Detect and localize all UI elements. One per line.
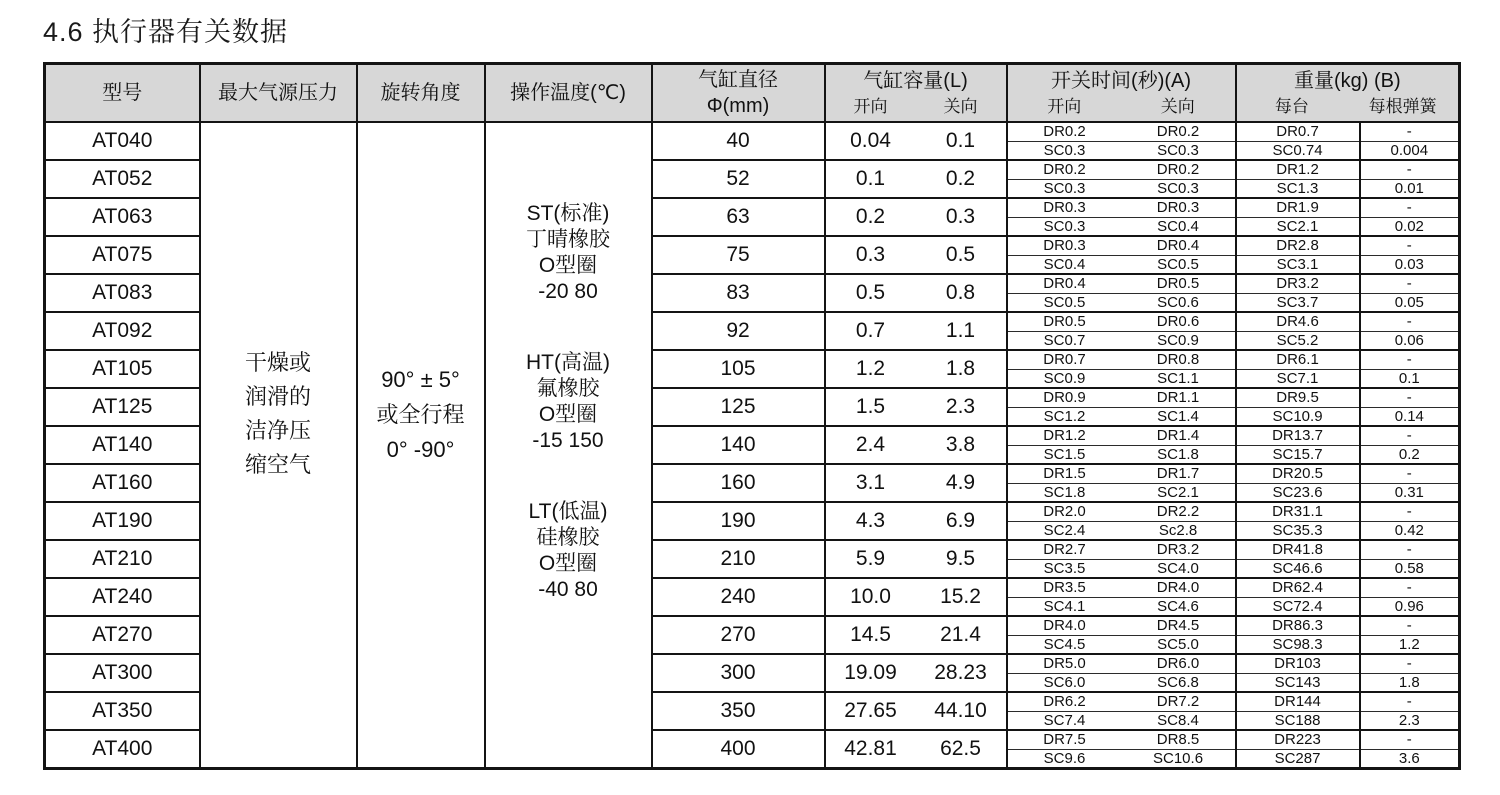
time-open-dr-cell: DR0.7: [1007, 350, 1122, 369]
pressure-line: 缩空气: [244, 451, 311, 477]
time-close-dr-cell: DR0.2: [1122, 160, 1236, 179]
time-open-dr-cell: DR1.5: [1007, 464, 1122, 483]
time-open-dr-cell: DR1.2: [1007, 426, 1122, 445]
weight-unit-sc-cell: SC143: [1236, 673, 1360, 692]
capacity-close-cell: 0.3: [916, 198, 1007, 236]
pressure-text-block: [201, 346, 356, 482]
angle-text-block: [358, 362, 484, 467]
weight-spring-sc-cell: 0.1: [1360, 369, 1460, 388]
switch-time-subheaders: [1008, 95, 1235, 119]
weight-spring-sc-cell: 1.8: [1360, 673, 1460, 692]
col-header-diameter: [652, 64, 825, 123]
model-cell: AT075: [45, 236, 200, 274]
capacity-open-cell: 0.3: [825, 236, 916, 274]
time-open-sc-cell: SC0.5: [1007, 293, 1122, 312]
weight-unit-sc-cell: SC7.1: [1236, 369, 1360, 388]
weight-spring-dr-cell: -: [1360, 274, 1460, 293]
time-close-dr-cell: DR0.5: [1122, 274, 1236, 293]
diameter-cell: 190: [652, 502, 825, 540]
weight-unit-dr-cell: DR9.5: [1236, 388, 1360, 407]
time-close-dr-cell: DR4.0: [1122, 578, 1236, 597]
weight-unit-sc-cell: SC98.3: [1236, 635, 1360, 654]
capacity-open-cell: 27.65: [825, 692, 916, 730]
weight-spring-sc-cell: 0.58: [1360, 559, 1460, 578]
temperature-header-label: 操作温度(℃): [510, 82, 626, 104]
weight-per-spring-label: 每根弹簧: [1368, 96, 1437, 116]
time-open-sc-cell: SC4.1: [1007, 597, 1122, 616]
weight-unit-dr-cell: DR223: [1236, 730, 1360, 749]
time-open-sc-cell: SC0.7: [1007, 331, 1122, 350]
temperature-block-1: [486, 350, 651, 454]
capacity-close-cell: 1.1: [916, 312, 1007, 350]
time-close-sc-cell: SC10.6: [1122, 749, 1236, 768]
weight-spring-sc-cell: 0.2: [1360, 445, 1460, 464]
time-close-sc-cell: SC0.3: [1122, 141, 1236, 160]
pressure-line: 润滑的: [244, 383, 311, 409]
angle-line: 或全行程: [376, 402, 465, 428]
time-close-dr-cell: DR4.5: [1122, 616, 1236, 635]
time-close-sc-cell: SC2.1: [1122, 483, 1236, 502]
col-header-temperature: [485, 64, 652, 123]
weight-unit-sc-cell: SC5.2: [1236, 331, 1360, 350]
model-cell: AT400: [45, 730, 200, 768]
model-cell: AT240: [45, 578, 200, 616]
weight-unit-dr-cell: DR2.8: [1236, 236, 1360, 255]
time-close-dr-cell: DR0.6: [1122, 312, 1236, 331]
angle-header-label: 旋转角度: [380, 82, 461, 104]
weight-unit-dr-cell: DR31.1: [1236, 502, 1360, 521]
weight-spring-dr-cell: -: [1360, 654, 1460, 673]
switch-time-header-title: 开关时间(秒)(A): [1051, 69, 1192, 92]
time-close-dr-cell: DR1.7: [1122, 464, 1236, 483]
time-open-dr-cell: DR5.0: [1007, 654, 1122, 673]
temperature-line: O型圈: [538, 403, 598, 426]
weight-unit-sc-cell: SC3.1: [1236, 255, 1360, 274]
time-open-sc-cell: SC4.5: [1007, 635, 1122, 654]
weight-unit-sc-cell: SC188: [1236, 711, 1360, 730]
weight-spring-dr-cell: -: [1360, 312, 1460, 331]
capacity-close-cell: 62.5: [916, 730, 1007, 768]
weight-unit-sc-cell: SC2.1: [1236, 217, 1360, 236]
capacity-close-cell: 28.23: [916, 654, 1007, 692]
capacity-open-cell: 0.2: [825, 198, 916, 236]
temperature-line: LT(低温): [528, 500, 608, 523]
weight-spring-sc-cell: 1.2: [1360, 635, 1460, 654]
weight-unit-dr-cell: DR41.8: [1236, 540, 1360, 559]
time-close-sc-cell: SC0.6: [1122, 293, 1236, 312]
col-header-pressure: [200, 64, 357, 123]
weight-unit-dr-cell: DR1.2: [1236, 160, 1360, 179]
weight-spring-dr-cell: -: [1360, 388, 1460, 407]
model-cell: AT300: [45, 654, 200, 692]
time-close-sc-cell: SC5.0: [1122, 635, 1236, 654]
time-open-sc-cell: SC3.5: [1007, 559, 1122, 578]
time-open-sc-cell: SC0.3: [1007, 141, 1122, 160]
weight-spring-dr-cell: -: [1360, 464, 1460, 483]
time-close-sc-cell: SC0.9: [1122, 331, 1236, 350]
weight-spring-dr-cell: -: [1360, 350, 1460, 369]
capacity-close-cell: 0.5: [916, 236, 1007, 274]
model-cell: AT105: [45, 350, 200, 388]
weight-spring-dr-cell: -: [1360, 160, 1460, 179]
time-open-dr-cell: DR0.3: [1007, 198, 1122, 217]
time-close-dr-cell: DR0.8: [1122, 350, 1236, 369]
diameter-cell: 63: [652, 198, 825, 236]
col-header-model: [45, 64, 200, 123]
capacity-close-cell: 0.8: [916, 274, 1007, 312]
temperature-line: -20 80: [538, 280, 598, 303]
weight-spring-dr-cell: -: [1360, 502, 1460, 521]
time-open-sc-cell: SC1.2: [1007, 407, 1122, 426]
time-open-sc-cell: SC9.6: [1007, 749, 1122, 768]
weight-spring-sc-cell: 0.05: [1360, 293, 1460, 312]
pressure-header-label: 最大气源压力: [218, 82, 338, 104]
time-open-dr-cell: DR4.0: [1007, 616, 1122, 635]
time-close-sc-cell: SC4.0: [1122, 559, 1236, 578]
time-open-dr-cell: DR6.2: [1007, 692, 1122, 711]
weight-unit-dr-cell: DR62.4: [1236, 578, 1360, 597]
weight-spring-sc-cell: 0.03: [1360, 255, 1460, 274]
capacity-close-cell: 0.1: [916, 122, 1007, 160]
weight-spring-dr-cell: -: [1360, 426, 1460, 445]
time-close-dr-cell: DR0.3: [1122, 198, 1236, 217]
model-cell: AT052: [45, 160, 200, 198]
weight-unit-sc-cell: SC15.7: [1236, 445, 1360, 464]
time-close-sc-cell: SC8.4: [1122, 711, 1236, 730]
temperature-line: -15 150: [532, 429, 604, 452]
capacity-open-cell: 19.09: [825, 654, 916, 692]
weight-spring-sc-cell: 0.42: [1360, 521, 1460, 540]
angle-line: 0° -90°: [386, 437, 455, 463]
actuator-data-table: [43, 62, 1461, 770]
capacity-close-cell: 1.8: [916, 350, 1007, 388]
weight-unit-dr-cell: DR86.3: [1236, 616, 1360, 635]
diameter-cell: 350: [652, 692, 825, 730]
diameter-cell: 140: [652, 426, 825, 464]
diameter-header-title: 气缸直径: [698, 69, 778, 91]
time-open-sc-cell: SC1.8: [1007, 483, 1122, 502]
time-open-label: 开向: [1047, 96, 1082, 116]
capacity-close-cell: 9.5: [916, 540, 1007, 578]
pressure-line: 洁净压: [244, 417, 311, 443]
time-open-dr-cell: DR0.5: [1007, 312, 1122, 331]
capacity-open-cell: 1.5: [825, 388, 916, 426]
time-close-sc-cell: SC0.5: [1122, 255, 1236, 274]
temperature-line: O型圈: [538, 254, 598, 277]
time-close-sc-cell: SC1.4: [1122, 407, 1236, 426]
model-cell: AT063: [45, 198, 200, 236]
weight-spring-dr-cell: -: [1360, 198, 1460, 217]
weight-spring-sc-cell: 0.06: [1360, 331, 1460, 350]
weight-spring-dr-cell: -: [1360, 616, 1460, 635]
diameter-cell: 105: [652, 350, 825, 388]
capacity-subheaders: [826, 95, 1006, 119]
time-open-dr-cell: DR2.7: [1007, 540, 1122, 559]
weight-spring-sc-cell: 2.3: [1360, 711, 1460, 730]
temperature-block-2: [486, 499, 651, 603]
weight-unit-dr-cell: DR3.2: [1236, 274, 1360, 293]
time-open-sc-cell: SC0.3: [1007, 179, 1122, 198]
weight-header-title: 重量(kg) (B): [1293, 69, 1401, 92]
capacity-close-cell: 15.2: [916, 578, 1007, 616]
time-open-sc-cell: SC2.4: [1007, 521, 1122, 540]
weight-unit-dr-cell: DR6.1: [1236, 350, 1360, 369]
capacity-open-cell: 10.0: [825, 578, 916, 616]
time-close-sc-cell: SC0.3: [1122, 179, 1236, 198]
time-open-sc-cell: SC0.3: [1007, 217, 1122, 236]
time-open-dr-cell: DR0.2: [1007, 122, 1122, 141]
diameter-cell: 160: [652, 464, 825, 502]
weight-unit-dr-cell: DR0.7: [1236, 122, 1360, 141]
model-cell: AT125: [45, 388, 200, 426]
model-cell: AT190: [45, 502, 200, 540]
diameter-cell: 83: [652, 274, 825, 312]
temperature-merged-cell: [485, 122, 652, 768]
time-open-dr-cell: DR3.5: [1007, 578, 1122, 597]
capacity-open-cell: 5.9: [825, 540, 916, 578]
weight-spring-sc-cell: 0.01: [1360, 179, 1460, 198]
weight-unit-dr-cell: DR13.7: [1236, 426, 1360, 445]
time-open-sc-cell: SC7.4: [1007, 711, 1122, 730]
capacity-open-cell: 0.1: [825, 160, 916, 198]
capacity-close-cell: 44.10: [916, 692, 1007, 730]
time-close-dr-cell: DR8.5: [1122, 730, 1236, 749]
col-header-angle: [357, 64, 485, 123]
row-at040-dr: [45, 122, 1460, 141]
capacity-close-cell: 0.2: [916, 160, 1007, 198]
col-header-capacity: [825, 64, 1007, 123]
capacity-open-cell: 42.81: [825, 730, 916, 768]
time-open-dr-cell: DR0.3: [1007, 236, 1122, 255]
diameter-cell: 400: [652, 730, 825, 768]
capacity-close-cell: 4.9: [916, 464, 1007, 502]
time-close-dr-cell: DR1.4: [1122, 426, 1236, 445]
time-close-dr-cell: DR1.1: [1122, 388, 1236, 407]
time-close-dr-cell: DR7.2: [1122, 692, 1236, 711]
angle-merged-cell: [357, 122, 485, 768]
model-cell: AT140: [45, 426, 200, 464]
weight-spring-dr-cell: -: [1360, 540, 1460, 559]
weight-unit-sc-cell: SC10.9: [1236, 407, 1360, 426]
weight-unit-sc-cell: SC46.6: [1236, 559, 1360, 578]
page-title: 4.6 执行器有关数据: [43, 17, 289, 47]
temperature-line: HT(高温): [526, 351, 610, 374]
diameter-cell: 40: [652, 122, 825, 160]
time-close-sc-cell: Sc2.8: [1122, 521, 1236, 540]
temperature-line: O型圈: [538, 552, 598, 575]
col-header-weight: [1236, 64, 1460, 123]
weight-spring-sc-cell: 0.02: [1360, 217, 1460, 236]
weight-spring-sc-cell: 0.31: [1360, 483, 1460, 502]
capacity-open-cell: 0.7: [825, 312, 916, 350]
capacity-close-cell: 2.3: [916, 388, 1007, 426]
capacity-close-cell: 6.9: [916, 502, 1007, 540]
temperature-line: 氟橡胶: [536, 377, 600, 400]
time-open-sc-cell: SC6.0: [1007, 673, 1122, 692]
weight-spring-dr-cell: -: [1360, 578, 1460, 597]
model-cell: AT040: [45, 122, 200, 160]
time-close-dr-cell: DR0.2: [1122, 122, 1236, 141]
time-open-sc-cell: SC0.4: [1007, 255, 1122, 274]
capacity-open-cell: 0.5: [825, 274, 916, 312]
time-open-dr-cell: DR7.5: [1007, 730, 1122, 749]
model-header-label: 型号: [102, 82, 143, 104]
weight-unit-sc-cell: SC35.3: [1236, 521, 1360, 540]
weight-unit-dr-cell: DR4.6: [1236, 312, 1360, 331]
temperature-line: 硅橡胶: [536, 526, 600, 549]
diameter-header-unit: Φ(mm): [706, 95, 770, 117]
diameter-cell: 300: [652, 654, 825, 692]
time-open-sc-cell: SC1.5: [1007, 445, 1122, 464]
weight-subheaders: [1237, 95, 1459, 119]
model-cell: AT160: [45, 464, 200, 502]
weight-spring-sc-cell: 0.96: [1360, 597, 1460, 616]
time-close-dr-cell: DR0.4: [1122, 236, 1236, 255]
time-open-dr-cell: DR0.9: [1007, 388, 1122, 407]
diameter-cell: 125: [652, 388, 825, 426]
time-close-sc-cell: SC4.6: [1122, 597, 1236, 616]
time-open-dr-cell: DR0.4: [1007, 274, 1122, 293]
capacity-close-cell: 3.8: [916, 426, 1007, 464]
time-close-dr-cell: DR3.2: [1122, 540, 1236, 559]
weight-spring-sc-cell: 0.14: [1360, 407, 1460, 426]
pressure-line: 干燥或: [244, 349, 311, 375]
model-cell: AT210: [45, 540, 200, 578]
time-close-sc-cell: SC1.8: [1122, 445, 1236, 464]
time-close-dr-cell: DR2.2: [1122, 502, 1236, 521]
capacity-open-cell: 3.1: [825, 464, 916, 502]
weight-unit-sc-cell: SC3.7: [1236, 293, 1360, 312]
weight-spring-dr-cell: -: [1360, 692, 1460, 711]
weight-spring-dr-cell: -: [1360, 122, 1460, 141]
col-header-switch-time: [1007, 64, 1236, 123]
weight-unit-dr-cell: DR103: [1236, 654, 1360, 673]
weight-unit-sc-cell: SC72.4: [1236, 597, 1360, 616]
capacity-close-label: 关向: [943, 96, 978, 116]
temperature-line: 丁晴橡胶: [526, 228, 610, 251]
time-close-sc-cell: SC6.8: [1122, 673, 1236, 692]
capacity-open-label: 开向: [853, 96, 888, 116]
diameter-cell: 75: [652, 236, 825, 274]
table-header: [45, 64, 1460, 123]
model-cell: AT092: [45, 312, 200, 350]
weight-spring-dr-cell: -: [1360, 730, 1460, 749]
time-open-sc-cell: SC0.9: [1007, 369, 1122, 388]
time-close-sc-cell: SC1.1: [1122, 369, 1236, 388]
weight-unit-dr-cell: DR1.9: [1236, 198, 1360, 217]
weight-unit-dr-cell: DR20.5: [1236, 464, 1360, 483]
time-open-dr-cell: DR0.2: [1007, 160, 1122, 179]
capacity-header-title: 气缸容量(L): [863, 69, 968, 92]
capacity-open-cell: 14.5: [825, 616, 916, 654]
model-cell: AT083: [45, 274, 200, 312]
weight-unit-dr-cell: DR144: [1236, 692, 1360, 711]
temperature-line: -40 80: [538, 578, 598, 601]
diameter-cell: 240: [652, 578, 825, 616]
model-cell: AT350: [45, 692, 200, 730]
weight-unit-sc-cell: SC287: [1236, 749, 1360, 768]
capacity-open-cell: 1.2: [825, 350, 916, 388]
header-row: [45, 64, 1460, 123]
time-open-dr-cell: DR2.0: [1007, 502, 1122, 521]
weight-spring-sc-cell: 0.004: [1360, 141, 1460, 160]
time-close-sc-cell: SC0.4: [1122, 217, 1236, 236]
weight-unit-sc-cell: SC1.3: [1236, 179, 1360, 198]
diameter-cell: 52: [652, 160, 825, 198]
time-close-dr-cell: DR6.0: [1122, 654, 1236, 673]
pressure-merged-cell: [200, 122, 357, 768]
weight-per-unit-label: 每台: [1274, 96, 1309, 116]
capacity-open-cell: 4.3: [825, 502, 916, 540]
model-cell: AT270: [45, 616, 200, 654]
weight-unit-sc-cell: SC23.6: [1236, 483, 1360, 502]
temperature-line: ST(标准): [526, 202, 610, 225]
table-body: [45, 122, 1460, 768]
diameter-cell: 210: [652, 540, 825, 578]
time-close-label: 关向: [1160, 96, 1195, 116]
diameter-cell: 92: [652, 312, 825, 350]
capacity-close-cell: 21.4: [916, 616, 1007, 654]
weight-spring-sc-cell: 3.6: [1360, 749, 1460, 768]
angle-line: 90° ± 5°: [381, 367, 460, 393]
capacity-open-cell: 2.4: [825, 426, 916, 464]
capacity-open-cell: 0.04: [825, 122, 916, 160]
temperature-block-0: [486, 201, 651, 305]
diameter-cell: 270: [652, 616, 825, 654]
weight-unit-sc-cell: SC0.74: [1236, 141, 1360, 160]
weight-spring-dr-cell: -: [1360, 236, 1460, 255]
